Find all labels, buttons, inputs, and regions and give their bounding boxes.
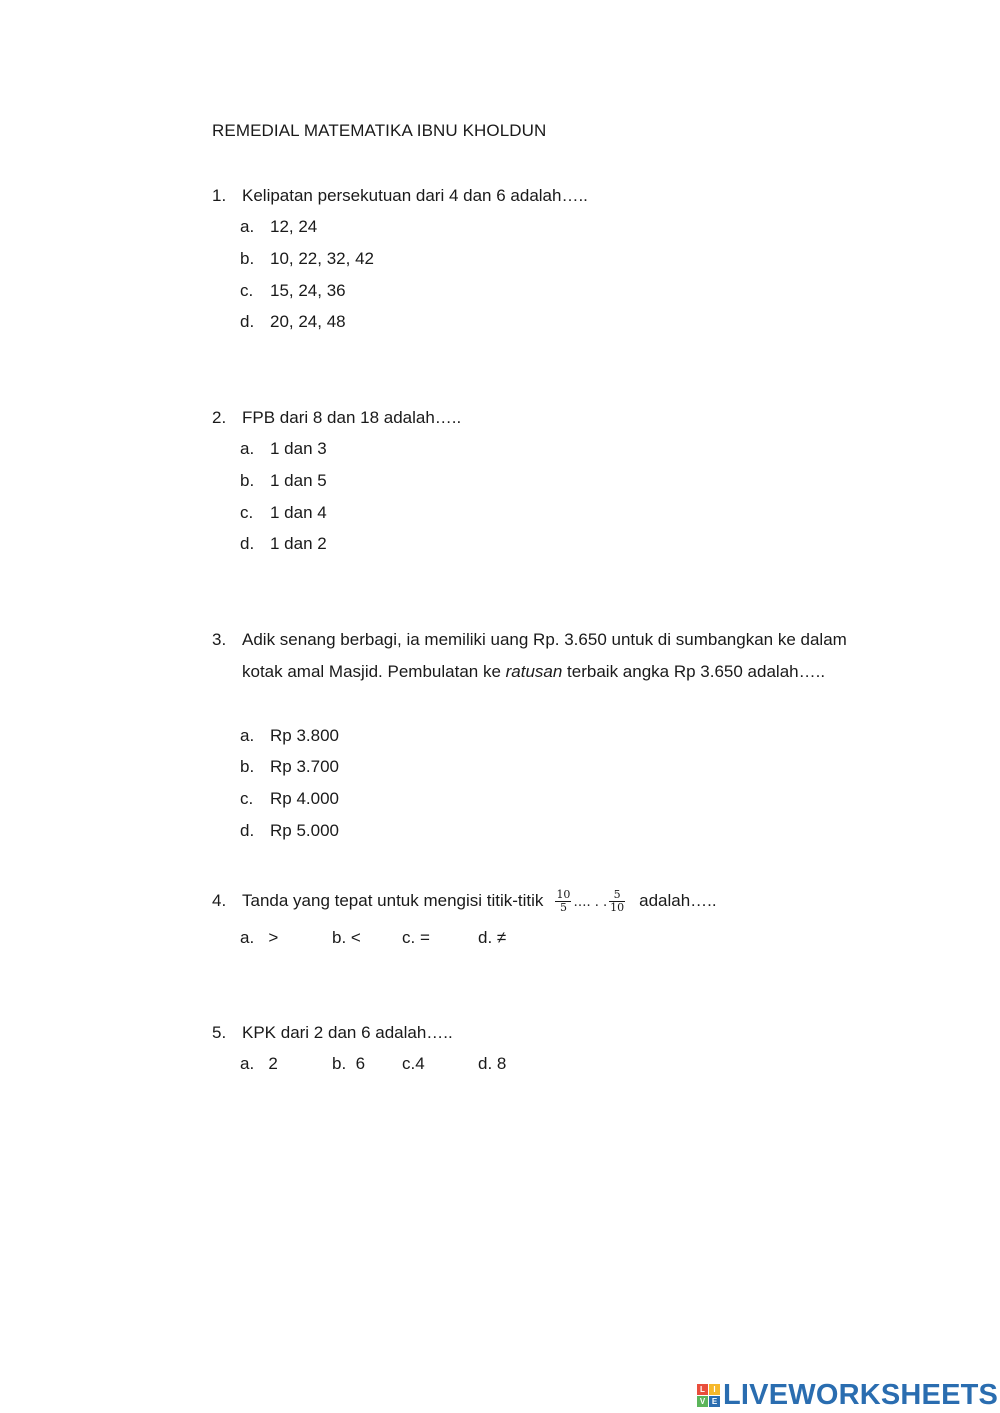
option-letter: d. [240, 534, 255, 553]
question-text-part: adalah….. [639, 891, 717, 910]
option-text: > [268, 928, 279, 947]
blank-dots[interactable]: …. . . [573, 895, 608, 910]
question-text: Kelipatan persekutuan dari 4 dan 6 adalah….. [242, 186, 588, 205]
fraction-denominator: 5 [559, 901, 567, 915]
option-a[interactable] [240, 720, 339, 752]
liveworksheets-logo[interactable] [697, 1378, 998, 1412]
option-text: 8 [496, 1054, 507, 1073]
option-letter: d. [478, 928, 493, 947]
option-letter: a. [240, 928, 255, 947]
option-c[interactable] [240, 783, 339, 815]
option-letter: a. [240, 726, 255, 745]
option-a[interactable] [240, 1048, 278, 1080]
option-text: < [350, 928, 361, 947]
fraction-numerator: 5 [609, 889, 625, 902]
option-text: = [419, 928, 430, 947]
option-letter: a. [240, 217, 255, 236]
option-text: Rp 4.000 [270, 789, 339, 808]
option-text: Rp 5.000 [270, 821, 339, 840]
option-letter: c. [402, 928, 416, 947]
question-text-part: terbaik angka Rp 3.650 adalah….. [562, 662, 826, 681]
question-text: KPK dari 2 dan 6 adalah….. [242, 1023, 453, 1042]
logo-mark-letter: V [697, 1396, 708, 1407]
option-letter: b. [240, 471, 255, 490]
option-text: Rp 3.700 [270, 757, 339, 776]
option-b[interactable] [240, 465, 327, 497]
fraction-right [609, 889, 625, 914]
question-text [242, 885, 717, 919]
option-letter: c. [240, 281, 254, 300]
option-letter: b. [240, 249, 255, 268]
option-letter: b. [332, 928, 347, 947]
option-text: 6 [355, 1054, 366, 1073]
option-a[interactable] [240, 211, 317, 243]
question-number: 3. [212, 630, 227, 649]
option-letter: a. [240, 1054, 255, 1073]
option-text: 4 [415, 1054, 425, 1073]
fraction-denominator: 10 [610, 901, 625, 915]
fraction-left [555, 889, 571, 914]
option-a[interactable] [240, 433, 327, 465]
question-text: FPB dari 8 dan 18 adalah….. [242, 408, 462, 427]
logo-mark-icon [697, 1384, 720, 1407]
question-text-emphasis: ratusan [505, 662, 563, 681]
question-number: 5. [212, 1023, 227, 1042]
option-text: 20, 24, 48 [270, 312, 346, 331]
question-text-part: Tanda yang tepat untuk mengisi titik-titik [242, 891, 544, 910]
option-letter: c. [240, 789, 254, 808]
option-text: Rp 3.800 [270, 726, 339, 745]
option-d[interactable] [478, 922, 506, 954]
option-letter: a. [240, 439, 255, 458]
option-letter: c. [240, 503, 254, 522]
option-text: 12, 24 [270, 217, 318, 236]
option-c[interactable] [402, 1048, 425, 1080]
question-number: 1. [212, 186, 227, 205]
option-letter: b. [332, 1054, 347, 1073]
logo-mark-letter: E [709, 1396, 720, 1407]
option-c[interactable] [240, 275, 346, 307]
option-a[interactable] [240, 922, 278, 954]
question-number: 2. [212, 408, 227, 427]
option-c[interactable] [402, 922, 430, 954]
option-b[interactable] [332, 1048, 365, 1080]
option-letter: b. [240, 757, 255, 776]
option-b[interactable] [240, 751, 339, 783]
option-text: ≠ [496, 928, 507, 947]
logo-mark-letter: L [697, 1384, 708, 1395]
logo-text: LIVEWORKSHEETS [723, 1378, 999, 1411]
option-letter: c. [402, 1054, 416, 1073]
option-text: 1 dan 5 [270, 471, 327, 490]
option-text: 1 dan 2 [270, 534, 327, 553]
worksheet-title: REMEDIAL MATEMATIKA IBNU KHOLDUN [212, 121, 547, 140]
option-d[interactable] [478, 1048, 506, 1080]
logo-mark-letter: I [709, 1384, 720, 1395]
option-text: 10, 22, 32, 42 [270, 249, 374, 268]
option-d[interactable] [240, 306, 346, 338]
question-text-part: Adik senang berbagi, ia memiliki uang Rp. 3.650 untuk di sumbangkan ke dalam kotak amal Masjid. Pembulatan ke [242, 630, 847, 681]
option-text: 2 [268, 1054, 278, 1073]
option-letter: d. [478, 1054, 493, 1073]
option-text: 15, 24, 36 [270, 281, 346, 300]
option-text: 1 dan 3 [270, 439, 327, 458]
option-letter: d. [240, 312, 255, 331]
option-d[interactable] [240, 815, 339, 847]
option-d[interactable] [240, 528, 327, 560]
option-b[interactable] [332, 922, 361, 954]
option-letter: d. [240, 821, 255, 840]
question-text [242, 624, 852, 688]
option-c[interactable] [240, 497, 327, 529]
fraction-numerator: 10 [556, 888, 571, 902]
option-text: 1 dan 4 [270, 503, 327, 522]
question-number: 4. [212, 891, 227, 910]
option-b[interactable] [240, 243, 374, 275]
